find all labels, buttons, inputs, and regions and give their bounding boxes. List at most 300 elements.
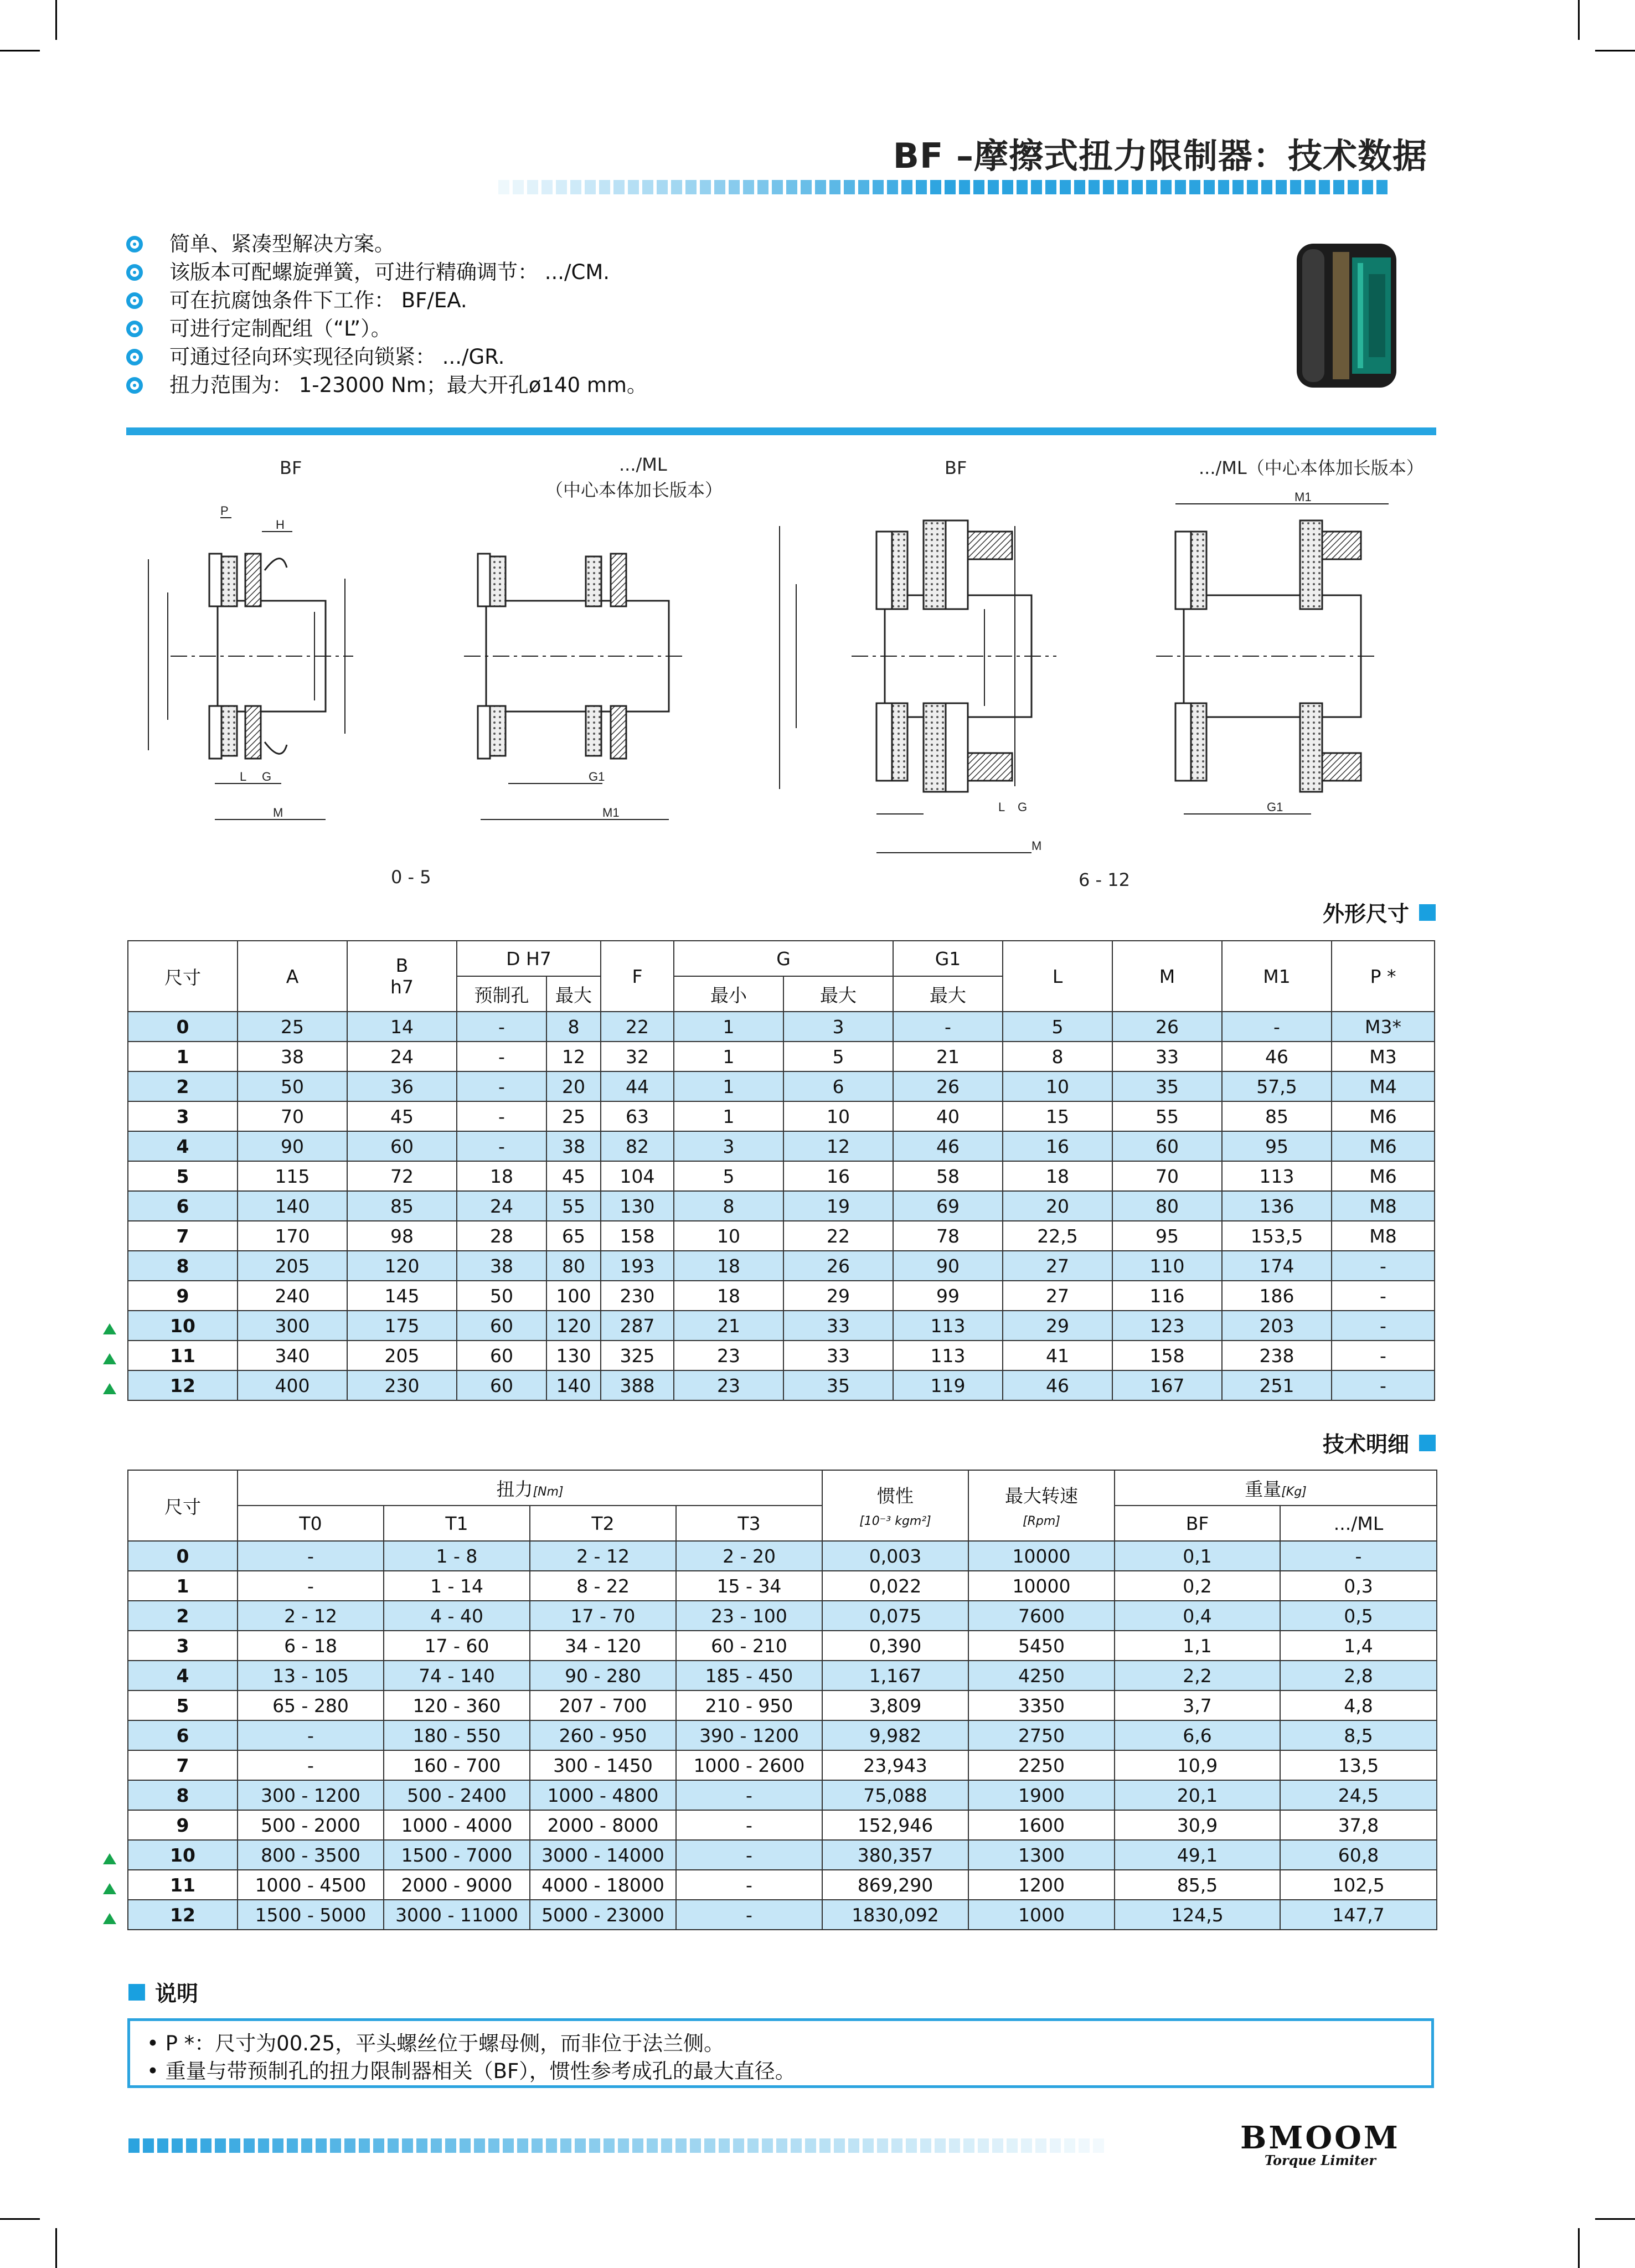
table-cell: 20,1 [1115,1780,1280,1810]
new-size-marker-icon [103,1883,116,1894]
table-cell: 8,5 [1280,1720,1437,1750]
table-cell: 140 [238,1191,347,1221]
pattern-tile [1161,180,1172,194]
brand-logo: BMOOM Torque Limiter [1240,2120,1400,2168]
col-header: A [238,941,347,1012]
pattern-tile [1035,2138,1046,2153]
table-cell: 5450 [968,1631,1115,1661]
pattern-tile [848,2138,859,2153]
section-divider [126,427,1436,435]
table-cell: 46 [1222,1042,1332,1071]
table-cell: 260 - 950 [530,1720,676,1750]
table-cell: - [1332,1341,1435,1370]
table-cell: 4000 - 18000 [530,1870,676,1900]
table-cell: 17 - 60 [384,1631,530,1661]
table-cell: 25 [238,1012,347,1042]
pattern-tile [589,2138,600,2153]
table-cell: - [1280,1541,1437,1571]
table-row [128,1131,1435,1161]
table-cell: 24 [347,1042,457,1071]
new-size-marker-icon [103,1913,116,1924]
dim-label: G1 [1267,800,1283,814]
pattern-tile [618,2138,629,2153]
table-cell: 98 [347,1221,457,1251]
table-cell: 60,8 [1280,1840,1437,1870]
size-cell: 1 [128,1042,238,1071]
drawing-bf-small [148,518,353,819]
col-header: M [1112,941,1222,1012]
pattern-tile [945,180,956,194]
pattern-tile [704,2138,715,2153]
pattern-tile [244,2138,255,2153]
table-row [128,1870,1437,1900]
table-cell: - [1332,1281,1435,1311]
col-subheader: T3 [676,1506,822,1541]
table-cell: 38 [546,1131,601,1161]
table-cell: 13,5 [1280,1750,1437,1780]
table-cell: 72 [347,1161,457,1191]
table-row [128,1601,1437,1631]
table-row [128,1720,1437,1750]
table-row [128,1221,1435,1251]
table-cell: 5 [1003,1012,1112,1042]
pattern-tile [959,180,970,194]
table-cell: 90 [893,1251,1003,1281]
table-cell: 1200 [968,1870,1115,1900]
table-cell: 3,7 [1115,1690,1280,1720]
col-subheader: T1 [384,1506,530,1541]
pattern-tile [1060,180,1071,194]
pattern-tile [330,2138,341,2153]
crop-mark [1578,0,1580,40]
dim-label: M1 [602,806,620,819]
table-cell: 1300 [968,1840,1115,1870]
pattern-tile [647,2138,658,2153]
pattern-tile [844,180,855,194]
dim-label: L [240,770,247,784]
table-cell: 2,8 [1280,1661,1437,1690]
col-subheader: 最小 [674,976,783,1012]
pattern-tile [1093,2138,1104,2153]
size-cell: 4 [128,1131,238,1161]
table-cell: 35 [783,1370,893,1400]
table-cell: 80 [546,1251,601,1281]
table-cell: 4,8 [1280,1690,1437,1720]
table-cell: 38 [457,1251,546,1281]
table-cell: - [457,1101,546,1131]
feature-item: 可通过径向环实现径向锁紧： .../GR. [126,343,647,371]
pattern-tile [1103,180,1114,194]
table-cell: 145 [347,1281,457,1311]
table-cell: 1 [674,1101,783,1131]
pattern-tile [604,2138,615,2153]
table-cell: 4250 [968,1661,1115,1690]
table-cell: - [457,1012,546,1042]
table-cell: 175 [347,1311,457,1341]
pattern-tile [733,2138,744,2153]
drawing-ml-large [1156,504,1389,814]
table-cell: 2000 - 8000 [530,1810,676,1840]
pattern-tile [460,2138,471,2153]
table-cell: 29 [783,1281,893,1311]
table-cell: 1 - 8 [384,1541,530,1571]
pattern-tile [988,180,999,194]
pattern-tile [829,180,840,194]
table-cell: 160 - 700 [384,1750,530,1780]
table-cell: 0,003 [822,1541,968,1571]
drawing-ml-small [464,554,685,819]
pattern-tile [858,180,869,194]
feature-item: 该版本可配螺旋弹簧，可进行精确调节： .../CM. [126,258,647,286]
table-cell: 60 [347,1131,457,1161]
table-cell: 6 - 18 [238,1631,384,1661]
pattern-tile [1031,180,1042,194]
table-cell: - [238,1750,384,1780]
table-cell: 100 [546,1281,601,1311]
table-cell: 46 [1003,1370,1112,1400]
size-cell: 0 [128,1541,238,1571]
table-cell: - [1332,1251,1435,1281]
size-cell: 9 [128,1810,238,1840]
table-cell: 23,943 [822,1750,968,1780]
drawing-bf-large [780,520,1056,853]
pattern-tile [719,2138,730,2153]
table-row [128,1810,1437,1840]
dim-label: M [273,806,283,819]
feature-item: 可在抗腐蚀条件下工作： BF/EA. [126,286,647,315]
new-size-marker-icon [103,1383,116,1394]
table-cell: 388 [601,1370,674,1400]
table-cell: 26 [1112,1012,1222,1042]
pattern-tile [503,2138,514,2153]
table-cell: 113 [893,1311,1003,1341]
notes-box [127,2018,1434,2088]
table-cell: 26 [783,1251,893,1281]
pattern-tile [873,180,884,194]
table-cell: 800 - 3500 [238,1840,384,1870]
pattern-tile [1189,180,1200,194]
dim-label: M1 [1294,490,1312,504]
pattern-tile [416,2138,427,2153]
pattern-tile [344,2138,355,2153]
pattern-tile [916,180,927,194]
pattern-tile [906,2138,917,2153]
pattern-tile [1045,180,1056,194]
new-size-marker-icon [103,1323,116,1334]
table-cell: 33 [783,1341,893,1370]
table-cell: 3000 - 14000 [530,1840,676,1870]
table-cell: - [676,1870,822,1900]
table-cell: 24,5 [1280,1780,1437,1810]
dim-label: P [220,504,229,518]
table-cell: 49,1 [1115,1840,1280,1870]
pattern-tile [714,180,725,194]
table-cell: 23 [674,1370,783,1400]
note-item: • 重量与带预制孔的扭力限制器相关（BF），惯性参考成孔的最大直径。 [147,2059,796,2083]
col-header: 尺寸 [128,941,238,1012]
table-cell: 2000 - 9000 [384,1870,530,1900]
table-row [128,1042,1435,1071]
table-cell: 10 [1003,1071,1112,1101]
table-cell: 41 [1003,1341,1112,1370]
size-cell: 8 [128,1251,238,1281]
pattern-tile [776,2138,787,2153]
table-cell: 124,5 [1115,1900,1280,1930]
pattern-tile [1064,2138,1075,2153]
pattern-tile [801,180,812,194]
table-cell: 70 [1112,1161,1222,1191]
pattern-tile [992,2138,1003,2153]
table-cell: 2 - 12 [530,1541,676,1571]
pattern-tile [575,2138,586,2153]
drawing-range-label: 0 - 5 [391,867,431,888]
table-cell: 152,946 [822,1810,968,1840]
notes-heading: 说明 [128,1977,198,2008]
technical-drawing [126,487,1455,886]
drawing-label: .../ML [619,454,667,475]
pattern-tile [819,2138,831,2153]
table-cell: 22 [783,1221,893,1251]
table-cell: 2 - 20 [676,1541,822,1571]
bullet-icon [126,321,143,337]
table-cell: 113 [893,1341,1003,1370]
table-cell: 3000 - 11000 [384,1900,530,1930]
table-cell: 18 [1003,1161,1112,1191]
table-cell: 1,1 [1115,1631,1280,1661]
table-cell: 230 [601,1281,674,1311]
table-cell: 1,4 [1280,1631,1437,1661]
pattern-tile [402,2138,413,2153]
table-cell: 95 [1112,1221,1222,1251]
table-cell: 5000 - 23000 [530,1900,676,1930]
crop-mark [1595,2218,1635,2220]
table-row [128,1161,1435,1191]
table-cell: 119 [893,1370,1003,1400]
table-cell: 287 [601,1311,674,1341]
table-cell: 21 [893,1042,1003,1071]
pattern-tile [373,2138,384,2153]
table-cell: 69 [893,1191,1003,1221]
crop-mark [0,2218,40,2220]
dimensions-heading: 外形尺寸 [1323,897,1436,928]
table-cell: 99 [893,1281,1003,1311]
col-subheader: BF [1115,1506,1280,1541]
table-cell: - [676,1900,822,1930]
table-cell: 32 [601,1042,674,1071]
pattern-tile [359,2138,370,2153]
table-cell: - [1222,1012,1332,1042]
table-cell: 60 - 210 [676,1631,822,1661]
table-row [128,1311,1435,1341]
pattern-tile [1175,180,1186,194]
table-row [128,1370,1435,1400]
table-cell: 20 [546,1071,601,1101]
table-row [128,1690,1437,1720]
table-cell: 6 [783,1071,893,1101]
pattern-tile [834,2138,845,2153]
table-cell: - [676,1780,822,1810]
drawing-label: .../ML（中心本体加长版本） [1199,457,1424,478]
crop-mark [1595,50,1635,51]
table-cell: M6 [1332,1101,1435,1131]
pattern-tile [532,2138,543,2153]
pattern-tile [891,2138,902,2153]
size-cell: 10 [128,1840,238,1870]
table-cell: 110 [1112,1251,1222,1281]
table-cell: 50 [457,1281,546,1311]
table-cell: 8 [1003,1042,1112,1071]
table-cell: 60 [457,1341,546,1370]
square-icon [1419,904,1436,921]
table-cell: 1500 - 7000 [384,1840,530,1870]
pattern-tile [762,2138,773,2153]
table-row [128,1750,1437,1780]
size-cell: 3 [128,1631,238,1661]
pattern-tile [1290,180,1301,194]
table-cell: 13 - 105 [238,1661,384,1690]
table-cell: 174 [1222,1251,1332,1281]
table-cell: 15 [1003,1101,1112,1131]
table-cell: 0,075 [822,1601,968,1631]
pattern-tile [863,2138,874,2153]
pattern-tile [585,180,596,194]
table-cell: 1000 - 4000 [384,1810,530,1840]
table-cell: 85,5 [1115,1870,1280,1900]
table-cell: 55 [1112,1101,1222,1131]
table-cell: 63 [601,1101,674,1131]
table-cell: 1900 [968,1780,1115,1810]
table-cell: 60 [457,1370,546,1400]
table-cell: 207 - 700 [530,1690,676,1720]
pattern-tile [1017,180,1028,194]
square-icon [1419,1435,1436,1451]
pattern-tile [685,180,697,194]
new-size-marker-icon [103,1853,116,1864]
pattern-tile [186,2138,197,2153]
table-cell: 130 [546,1341,601,1370]
size-cell: 1 [128,1571,238,1601]
table-cell: 35 [1112,1071,1222,1101]
pattern-tile [1204,180,1215,194]
dim-label: H [276,518,285,532]
size-cell: 12 [128,1900,238,1930]
table-cell: 38 [238,1042,347,1071]
table-cell: 0,3 [1280,1571,1437,1601]
pattern-tile [632,2138,643,2153]
pattern-tile [949,2138,960,2153]
bullet-icon [126,236,143,252]
pattern-tile [556,180,567,194]
table-cell: 3350 [968,1690,1115,1720]
pattern-tile [128,2138,140,2153]
table-cell: 33 [1112,1042,1222,1071]
table-cell: 180 - 550 [384,1720,530,1750]
pattern-tile [258,2138,269,2153]
table-cell: 75,088 [822,1780,968,1810]
drawing-label: BF [280,457,302,478]
pattern-tile [316,2138,327,2153]
feature-item: 可进行定制配组（“L”）。 [126,315,647,343]
table-row [128,1900,1437,1930]
table-cell: 251 [1222,1370,1332,1400]
table-cell: 300 - 1200 [238,1780,384,1810]
table-cell: 45 [347,1101,457,1131]
table-cell: 1,167 [822,1661,968,1690]
bullet-icon [126,349,143,365]
table-cell: 1000 - 2600 [676,1750,822,1780]
table-cell: 340 [238,1341,347,1370]
pattern-tile [757,180,768,194]
table-cell: 22,5 [1003,1221,1112,1251]
table-cell: 500 - 2400 [384,1780,530,1810]
pattern-tile [920,2138,931,2153]
pattern-tile [157,2138,168,2153]
pattern-tile [613,180,625,194]
size-cell: 7 [128,1221,238,1251]
size-cell: 4 [128,1661,238,1690]
pattern-tile [1261,180,1272,194]
table-cell: - [1332,1311,1435,1341]
pattern-tile [1319,180,1330,194]
table-cell: 16 [1003,1131,1112,1161]
pattern-tile [541,180,553,194]
table-cell: 2 - 12 [238,1601,384,1631]
table-cell: 8 [546,1012,601,1042]
table-cell: 147,7 [1280,1900,1437,1930]
table-cell: 70 [238,1101,347,1131]
table-row [128,1071,1435,1101]
table-cell: 10 [674,1221,783,1251]
bullet-icon [126,264,143,281]
table-cell: 18 [674,1281,783,1311]
size-cell: 11 [128,1341,238,1370]
table-row [128,1571,1437,1601]
pattern-tile [474,2138,485,2153]
pattern-tile [546,2138,557,2153]
table-cell: 10 [783,1101,893,1131]
pattern-tile [935,2138,946,2153]
table-row [128,1541,1437,1571]
table-cell: 1830,092 [822,1900,968,1930]
dim-label: G1 [589,770,605,784]
col-header: G1 [893,941,1003,976]
table-cell: 0,1 [1115,1541,1280,1571]
table-cell: 240 [238,1281,347,1311]
table-cell: 65 - 280 [238,1690,384,1720]
pattern-tile [527,180,538,194]
col-header: 尺寸 [128,1470,238,1541]
col-header: P * [1332,941,1435,1012]
table-cell: - [238,1571,384,1601]
note-item: • P *：尺寸为00.25，平头螺丝位于螺母侧，而非位于法兰侧。 [147,2032,725,2055]
table-cell: 55 [546,1191,601,1221]
table-cell: 186 [1222,1281,1332,1311]
table-cell: 5 [674,1161,783,1191]
table-cell: M8 [1332,1191,1435,1221]
drawing-range-label: 6 - 12 [1079,869,1130,890]
table-cell: 8 - 22 [530,1571,676,1601]
table-cell: 74 - 140 [384,1661,530,1690]
pattern-tile [143,2138,154,2153]
table-cell: 1500 - 5000 [238,1900,384,1930]
pattern-tile [901,180,912,194]
dim-label: L [998,800,1005,814]
pattern-tile [287,2138,298,2153]
table-cell: 0,2 [1115,1571,1280,1601]
size-cell: 0 [128,1012,238,1042]
pattern-tile [700,180,711,194]
pattern-tile [1376,180,1388,194]
